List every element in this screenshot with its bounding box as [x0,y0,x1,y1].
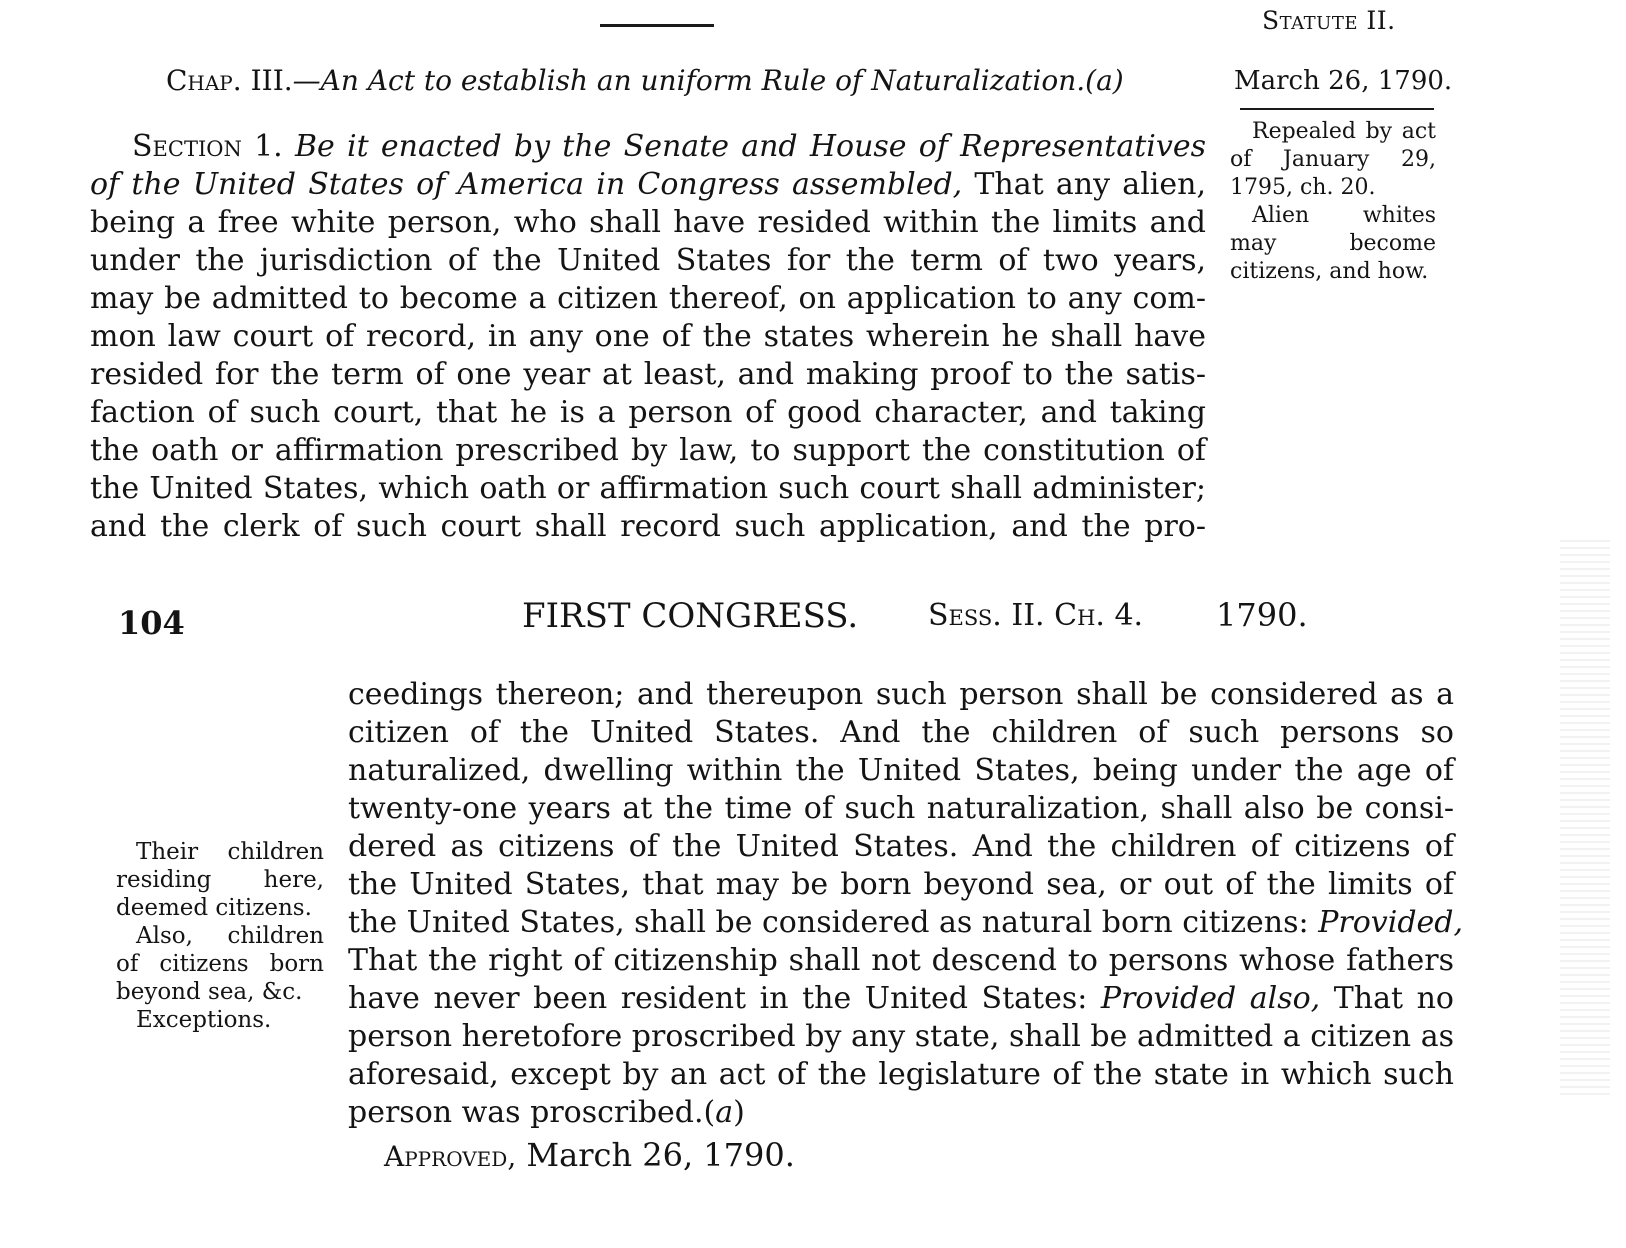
section-1-line: and the clerk of such court shall record such application, and the pro- [90,509,1206,544]
line-9-rest: That no [1333,981,1454,1016]
continuation-line [348,1094,1454,1132]
margin-note-children-abroad: Also, children of citizens born beyond sea, &c. [116,923,324,1005]
line-12-end: ) [733,1095,745,1130]
continuation-line: aforesaid, except by an act of the legislature of the state in which such [348,1057,1454,1092]
enacting-clause-2: of the United States of America in Congress assembled, [90,167,963,202]
margin-note-exceptions: Exceptions. [136,1007,272,1033]
line-7-text: the United States, shall be considered as natural born citizens: [348,905,1309,940]
section-1-line-rest: That any alien, [974,167,1206,202]
section-1-line: resided for the term of one year at least, and making proof to the satis- [90,357,1206,392]
continuation-line: person heretofore proscribed by any state, shall be admitted a citizen as [348,1019,1454,1054]
continuation-line: dered as citizens of the United States. And the children of citizens of [348,829,1454,864]
running-head-session: Sess. II. Ch. 4. [928,598,1144,633]
continuation-line [348,980,1454,1018]
margin-note-alien-whites: Alien whites may become citizens, and how. [1230,203,1436,284]
margin-note-children-residing: Their children residing here, deemed citizens. [116,839,324,921]
continuation-line: That the right of citizenship shall not descend to persons whose fathers [348,943,1454,978]
section-1-line [90,128,1206,166]
line-12-text: person was proscribed.( [348,1095,716,1130]
margin-notes-bottom [116,838,324,1034]
continuation-line: ceedings thereon; and thereupon such person shall be considered as a [348,677,1454,712]
provided-italic: Provided, [1318,905,1464,940]
section-1-line [90,166,1206,204]
enacting-clause-1: Be it enacted by the Senate and House of Representatives [294,129,1206,164]
margin-note-repealed: Repealed by act of January 29, 1795, ch. 20. [1230,119,1436,200]
continuation-line: the United States, that may be born beyond sea, or out of the limits of [348,867,1454,902]
header-rule [600,24,714,27]
running-head-congress: FIRST CONGRESS. [522,596,859,636]
section-1-line: faction of such court, that he is a person of good character, and taking [90,395,1206,430]
date-rule [1240,108,1434,110]
margin-notes-top [1230,118,1436,286]
page-number: 104 [118,604,185,642]
scan-artifact [1560,540,1610,1100]
approved-label: Approved, [384,1140,517,1173]
statute-label: Statute II. [1262,6,1396,35]
approved-line [384,1136,795,1174]
section-label: Section 1. [132,129,283,164]
provided-also-italic: Provided also, [1100,981,1321,1016]
section-1-line: mon law court of record, in any one of the states wherein he shall have [90,319,1206,354]
section-1-line: under the jurisdiction of the United States for the term of two years, [90,243,1206,278]
continuation-line [348,904,1464,942]
footnote-marker: a [715,1095,734,1130]
section-1-line: the oath or affirmation prescribed by law, to support the constitution of [90,433,1206,468]
section-1-text [90,128,1206,546]
section-1-line: may be admitted to become a citizen thereof, on application to any com- [90,281,1206,316]
continuation-line: naturalized, dwelling within the United States, being under the age of [348,753,1454,788]
approved-date: March 26, 1790. [526,1136,795,1174]
act-date: March 26, 1790. [1234,66,1453,96]
running-head-year: 1790. [1216,596,1308,634]
chapter-heading [166,64,1206,97]
section-1-line: being a free white person, who shall have resided within the limits and [90,205,1206,240]
line-9-text: have never been resident in the United States: [348,981,1088,1016]
continuation-line: twenty-one years at the time of such naturalization, shall also be consi- [348,791,1454,826]
continuation-line: citizen of the United States. And the children of such persons so [348,715,1454,750]
chapter-title: —An Act to establish an uniform Rule of Naturalization.(a) [292,64,1124,97]
section-1-line: the United States, which oath or affirmation such court shall administer; [90,471,1206,506]
continuation-text [348,676,1464,1132]
chapter-label: Chap. III. [166,64,293,97]
